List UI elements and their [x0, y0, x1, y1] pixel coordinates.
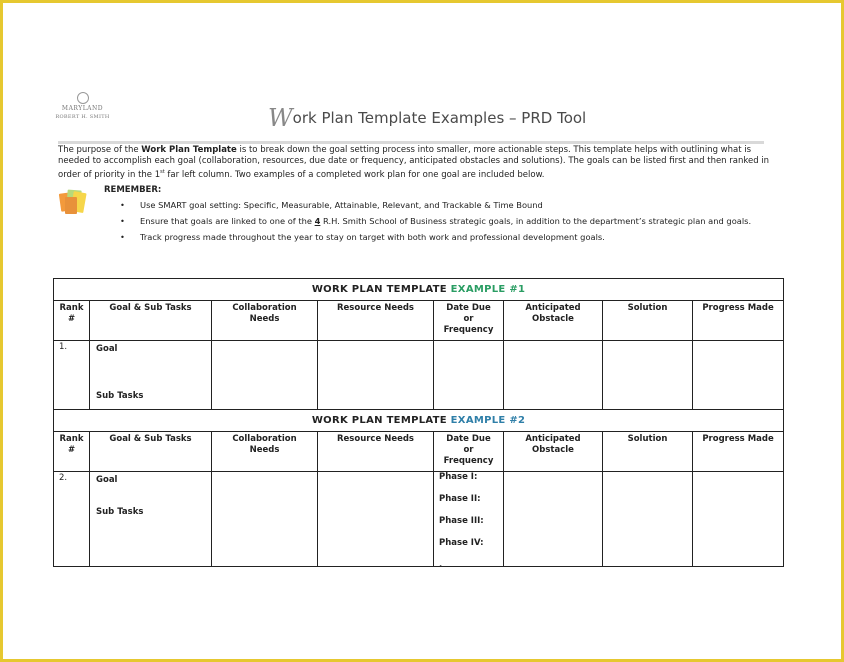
intro-paragraph — [58, 145, 770, 181]
remember-heading: REMEMBER: — [104, 185, 162, 195]
row2-date-cell[interactable] — [434, 472, 504, 570]
bullet-smart — [120, 200, 770, 211]
header2-goal — [90, 432, 212, 472]
row1-solution-cell[interactable] — [603, 341, 693, 410]
example1-row — [54, 341, 784, 410]
example2-title-row — [54, 410, 784, 432]
phase-4: Phase IV: — [439, 538, 484, 548]
intro-text-3: far left column. Two examples of a completed work plan for one goal are included below. — [164, 169, 545, 180]
example2-title — [54, 410, 784, 432]
row2-goal-label: Goal — [96, 475, 118, 485]
header-rank — [54, 301, 90, 341]
bullet-strategic-number: 4 — [314, 216, 321, 226]
row1-date-cell[interactable] — [434, 341, 504, 410]
page-title — [268, 104, 586, 132]
logo-line2: ROBERT H. SMITH — [55, 114, 110, 120]
header-goal-text: Goal & Sub Tasks — [109, 303, 192, 313]
header-resource-text: Resource Needs — [336, 303, 414, 313]
example2-label: EXAMPLE #2 — [450, 415, 526, 426]
seal-icon — [77, 92, 89, 104]
example1-title — [54, 279, 784, 301]
bullet-strategic-post: R.H. Smith School of Business strategic goals, in addition to the department’s strategic plan and goals. — [320, 216, 752, 226]
header-collaboration — [212, 301, 318, 341]
header2-date-l3: Frequency — [443, 456, 494, 466]
example1-header-row — [54, 301, 784, 341]
header-date-l2: or — [463, 314, 474, 324]
intro-bold: Work Plan Template — [141, 145, 237, 155]
header2-date — [434, 432, 504, 472]
university-logo — [55, 92, 110, 126]
header2-obstacle-l1: Anticipated — [525, 434, 581, 444]
row2-goal-cell[interactable] — [90, 472, 212, 567]
example2-header-row — [54, 432, 784, 472]
row2-obstacle-cell[interactable] — [504, 472, 603, 567]
header2-rank-l1: Rank — [59, 434, 84, 444]
phase-trailing-dot: . — [439, 560, 443, 570]
header2-collab-l2: Needs — [249, 445, 280, 455]
header2-collab-l1: Collaboration — [232, 434, 297, 444]
row1-rank[interactable]: 1. — [54, 341, 90, 410]
header-goal — [90, 301, 212, 341]
header-solution — [603, 301, 693, 341]
header-obstacle-l1: Anticipated — [525, 303, 581, 313]
bullet-strategic-pre: Ensure that goals are linked to one of the — [140, 216, 315, 226]
header2-progress-text: Progress Made — [702, 434, 774, 444]
work-plan-table — [53, 278, 784, 570]
header-collab-l2: Needs — [249, 314, 280, 324]
title-initial: W — [268, 104, 293, 132]
example1-title-row — [54, 279, 784, 301]
header-collab-l1: Collaboration — [232, 303, 297, 313]
header2-date-l1: Date Due — [446, 434, 491, 444]
header2-resource-text: Resource Needs — [336, 434, 414, 444]
remember-list — [120, 200, 770, 248]
row2-resource-cell[interactable] — [318, 472, 434, 567]
header2-rank-l2: # — [67, 445, 76, 455]
row2-solution-cell[interactable] — [603, 472, 693, 567]
sticky-notes-icon — [58, 187, 94, 219]
row1-collaboration-cell[interactable] — [212, 341, 318, 410]
intro-superscript: st — [160, 169, 165, 175]
row1-resource-cell[interactable] — [318, 341, 434, 410]
header-rank-l2: # — [67, 314, 76, 324]
header-date-l3: Frequency — [443, 325, 494, 335]
phase-3: Phase III: — [439, 516, 484, 526]
header-solution-text: Solution — [627, 303, 668, 313]
header-obstacle — [504, 301, 603, 341]
row1-progress-cell[interactable] — [693, 341, 784, 410]
header2-solution — [603, 432, 693, 472]
bullet-progress — [120, 232, 770, 243]
header-obstacle-l2: Obstacle — [532, 314, 574, 324]
row2-collaboration-cell[interactable] — [212, 472, 318, 567]
header2-obstacle — [504, 432, 603, 472]
header2-rank — [54, 432, 90, 472]
example1-title-text: WORK PLAN TEMPLATE — [311, 284, 451, 295]
header-rank-l1: Rank — [59, 303, 84, 313]
title-divider — [58, 141, 764, 144]
bullet-smart-text: Use SMART goal setting: Specific, Measurable, Attainable, Relevant, and Trackable & Time Bound — [140, 200, 543, 210]
intro-text-2: is to break down the goal setting process into smaller, more actionable steps. This template helps with outlining what is needed to accomplish each goal (collaboration, resources, due date or frequency, anticipated obstacles and solutions). The goals can be listed first and then ranked in order of priority in the 1 — [58, 145, 770, 180]
phase-2: Phase II: — [439, 494, 481, 504]
header2-collaboration — [212, 432, 318, 472]
bullet-progress-text: Track progress made throughout the year to stay on target with both work and professional development goals. — [140, 232, 605, 242]
header-resource — [318, 301, 434, 341]
row1-goal-label: Goal — [96, 344, 118, 354]
header-progress — [693, 301, 784, 341]
header2-progress — [693, 432, 784, 472]
row2-rank[interactable]: 2. — [54, 472, 90, 567]
example2-row — [54, 472, 784, 567]
header2-goal-text: Goal & Sub Tasks — [109, 434, 192, 444]
header-progress-text: Progress Made — [702, 303, 774, 313]
title-rest: ork Plan Template Examples – PRD Tool — [292, 109, 587, 127]
bullet-strategic — [120, 216, 770, 227]
row1-subtasks-label: Sub Tasks — [96, 391, 144, 401]
example1-label: EXAMPLE #1 — [450, 284, 526, 295]
header-date — [434, 301, 504, 341]
header2-solution-text: Solution — [627, 434, 668, 444]
example2-title-text: WORK PLAN TEMPLATE — [311, 415, 451, 426]
row2-subtasks-label: Sub Tasks — [96, 507, 144, 517]
header2-date-l2: or — [463, 445, 474, 455]
phase-1: Phase I: — [439, 472, 478, 482]
header-date-l1: Date Due — [446, 303, 491, 313]
row1-obstacle-cell[interactable] — [504, 341, 603, 410]
intro-text-1: The purpose of the — [58, 145, 142, 155]
header2-obstacle-l2: Obstacle — [532, 445, 574, 455]
header2-resource — [318, 432, 434, 472]
row1-goal-cell[interactable] — [90, 341, 212, 410]
row2-progress-cell[interactable] — [693, 472, 784, 567]
logo-line1: MARYLAND — [61, 105, 104, 112]
